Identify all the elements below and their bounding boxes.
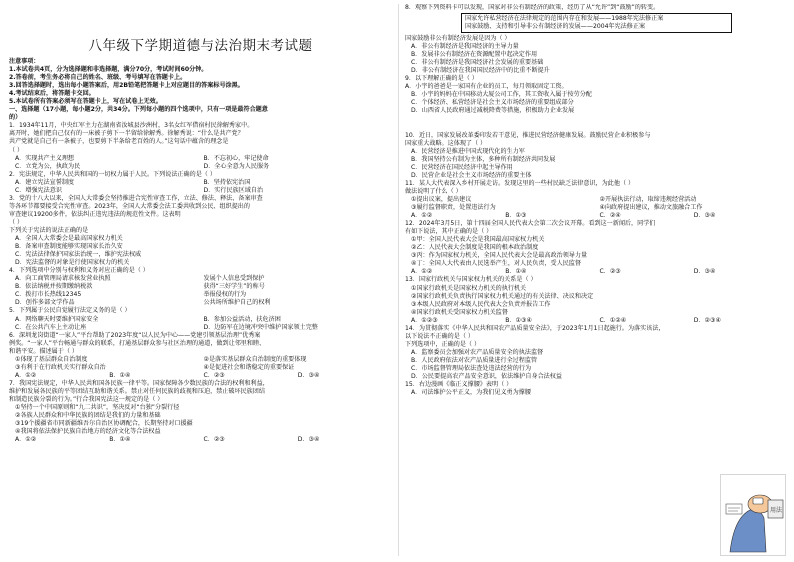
question-text: 下列选项中，正确的是（ ）: [405, 340, 481, 348]
question-text: A．小宇的爸爸是一家国有企业的员工，每月领取固定工资。: [405, 83, 568, 91]
notice-line: 1.本试卷共4页，分为选择题和非选择题，满分70分，考试时间60分钟。: [9, 66, 208, 74]
notice-line: 4.考试结束后，将答题卡交回。: [9, 90, 95, 98]
answer-option: A．司法维护公平正义，为我们见义勇为撑腰: [411, 389, 531, 397]
answer-options: C．立党为公，执政为民 D．全心全意为人民服务: [15, 162, 270, 170]
timeline-entry: 国家允许私营经济在法律规定的范围内存在和发展——1988年宪法修正案: [465, 15, 664, 23]
answer-option: ①国家行政机关是国家权力机关的执行机关: [411, 284, 527, 292]
notice-line: 3.回答选择题时，选出每小题答案后，用2B铅笔把答题卡上对应题目的答案标号涂黑。: [9, 82, 244, 90]
question-text: 10．近日，国家发展改革委印发若干意见，推进民营经济健康发展。鼓励民营企业积极参与: [405, 131, 651, 139]
question-text: （ ）: [9, 146, 24, 154]
answer-option: A．监察委员会加强对农产品质量安全的执法监督: [411, 348, 544, 356]
question-text: 以下说法不正确的是（ ）: [405, 332, 474, 340]
question-text: 6．深圳龙岗街道“一家人”平台帮助了2023年度“以人民为中心——党建引领基层治理”优秀案: [9, 331, 261, 339]
question-text: 国家重大战略。这体现了（ ）: [405, 139, 487, 147]
answer-options: A．建立宪法宣誓制度 B．坚持依宪治国: [15, 178, 251, 186]
question-text: 9．以下理解正确的是（ ）: [405, 75, 478, 83]
answer-option: B．发展非公有制经济在资源配置中起决定作用: [411, 51, 538, 59]
answer-option: B．人民政府依法对农产品质量进行全过程监管: [411, 356, 538, 364]
exam-title: 八年级下学期道德与法治期末考试题: [88, 38, 313, 54]
question-text: 14．为贯彻落实《中华人民共和国农产品质量安全法》，于2023年1月1日起施行。为落实该法，: [405, 324, 665, 332]
answer-option: ③丙：作为国家权力机关，全国人民代表大会是最高政治领导力量: [411, 252, 588, 260]
question-text: 2．宪法规定，中华人民共和国的一切权力属于人民。下列说法正确的是（ ）: [9, 170, 216, 178]
section-heading: 的）: [9, 114, 22, 122]
answer-option: ④丁：全国人大代表由人民选举产生，对人民负责，受人民监督: [411, 260, 581, 268]
question-text: 做法说明了什么（ ）: [405, 187, 462, 195]
answer-option: ④国家行政机关受国家权力机关监督: [411, 308, 508, 316]
answer-options: A．①② B．①④ C．②③ D．③④: [411, 268, 716, 276]
figure-label: 用法: [770, 507, 783, 514]
question-text: 离开时，她们把自己仅有的一床被子剪下一半留给徐解秀。徐解秀说：“什么是共产党？: [9, 130, 244, 138]
answer-options: A．①② B．①③ C．②④ D．③④: [411, 212, 716, 220]
answer-option: ③本级人民政府对本级人民代表大会负责并报告工作: [411, 300, 551, 308]
answer-option: ②乙：人民代表大会制度是我国的根本政治制度: [411, 244, 539, 252]
answer-options: A．①② B．①④ C．②③ D．③④: [15, 371, 320, 379]
question-text: 11．某人大代表深入乡村开展走访。发现这里的一些村民缺乏法律意识，为此他（ ）: [405, 179, 635, 187]
answer-option: D．公民要提高农产品安全意识，依法维护自身合法权益: [411, 373, 562, 381]
question-text: 和谐平安。描述属于（ ）: [9, 347, 78, 355]
answer-option: A．民营经济是推进中国式现代化的生力军: [411, 147, 525, 155]
right-column: [405, 4, 788, 397]
notice-heading: 注意事项：: [9, 58, 40, 65]
answer-option: ④我国将依法保护民族自治地方的经济文化等合法权益: [15, 428, 161, 436]
answer-option: C．宪法法律保护国家法治统一，维护宪法权威: [15, 251, 142, 259]
answer-options: A．①②③ B．①③④ C．①②④ D．②③④: [411, 316, 721, 324]
timeline-entry: 国家鼓励、支持和引导非公有制经济的发展——2004年宪法修正案: [465, 23, 646, 31]
answer-option: D．宪法监督的对象是行使国家权力的机关: [15, 259, 130, 267]
answer-option: ②国家行政机关负责执行国家权力机关通过的有关法律、决议和决定: [411, 292, 594, 300]
question-text: 13．国家行政机关与国家权力机关的关系是（ ）: [405, 276, 537, 284]
question-text: 8．观察下列资料卡可以发现，国家对非公有制经济的政策，经历了从“允许”到“鼓励”的转变。: [405, 4, 660, 11]
answer-option: C．个体经济、私营经济是社会主义市场经济的重要组成部分: [411, 99, 574, 107]
answer-option: C．市场监督管理局依法查处违法经营的行为: [411, 364, 532, 372]
answer-option: D．山西省人民政府通过减税降费等措施，积极助力企业发展: [411, 107, 575, 115]
answer-options: ①提出议案，提出建议 ②开展执法行动，取缔违规经营活动: [411, 195, 697, 203]
question-text: 共产党就是自己有一条被子，也要剪下半条给老百姓的人。”这句话中蕴含的理念是: [9, 138, 229, 146]
answer-options: A．向工商管理局请求核发营业执照 发展个人信息受到保护: [15, 275, 265, 283]
answer-option: A．全国人大常委会是最高国家权力机关: [15, 235, 123, 243]
question-text: 国家鼓励非公有制经济发展是因为（ ）: [405, 35, 511, 43]
answer-options: ③有利于在行政机关实行群众自治 ④是促进社会和谐稳定的重要保证: [15, 363, 295, 371]
answer-options: ③履行监督职责，处置违法行为 ④向政府提出建议，推动文旅融合工作: [411, 204, 703, 212]
answer-options: A．网络聊天时要维护国家安全 B．参加公益活动，扶危济困: [15, 315, 281, 323]
answer-options: A．①② B．①④ C．②③ D．③④: [15, 436, 320, 444]
question-text: 维护和发展各民族的平等团结互助和谐关系。禁止对任何民族的歧视和压迫，禁止破坏民族团结: [9, 387, 265, 395]
answer-option: ③19个援疆省市同新疆维吾尔自治区协调配合，长期坚持对口援疆: [15, 420, 193, 428]
question-text: 3．党的十八大以来，全国人大常委会坚持推进合宪性审查工作，立法、修法、释法、备案审查: [9, 194, 263, 202]
answer-option: ②各族人民群众和中华民族的团结是我们的力量和基础: [15, 412, 161, 420]
notice-line: 5.本试卷所有答案必须写在答题卡上，写在试卷上无效。: [9, 98, 162, 106]
answer-option: D．非公有制经济在我国国民经济中的比重不断提升: [411, 67, 550, 75]
answer-option: D．民营企业是社会主义市场经济的重要主体: [411, 171, 532, 179]
answer-option: ①坚持一个中国原则和“九二共识”，坚决反对“台独”分裂行径: [15, 404, 180, 412]
question-text: 1．1934年11月，中央红军主力在湖南省汝城县沙洲村，3名女红军借宿村民徐解秀家中。: [9, 122, 254, 130]
answer-option: C．非公有制经济是我国经济社会发展的重要基础: [411, 59, 544, 67]
answer-option: B．小宇的妈妈在中国移动大厦公司工作，其工资收入属于按劳分配: [411, 91, 592, 99]
column-divider: [398, 4, 399, 556]
answer-options: A．实现共产主义理想 B．不忘初心，牢记使命: [15, 154, 269, 162]
question-text: 和制造民族分裂的行为。”行合我国宪法这一规定的是（ ）: [9, 395, 164, 403]
question-text: 4．下列选项中分别与权利和义务对应正确的是（ ）: [9, 267, 149, 275]
answer-option: [405, 124, 788, 132]
question-text: 12．2024年3月5日，第十四届全国人民代表大会第二次会议开幕。看到这一新闻后，同学们: [405, 220, 656, 228]
question-text: 15．右边漫画《临正义撑腰》表明（ ）: [405, 381, 513, 389]
answer-option: B．备案审查制度能够实现国家长治久安: [15, 243, 123, 251]
answer-options: C．增强宪法意识 D．实行民族区域自治: [15, 186, 264, 194]
question-text: 有如下说法，其中正确的是（ ）: [405, 228, 493, 236]
answer-option: [405, 116, 788, 124]
answer-options: D．创作多部文学作品 公共场所维护自己的权利: [15, 299, 271, 307]
answer-options: C．在公共汽车上主动让座 D．边防军在边境冲突中维护国家领土完整: [15, 323, 318, 331]
left-column: [9, 4, 392, 444]
answer-option: A．非公有制经济是我国经济的主导力量: [411, 43, 519, 51]
answer-options: ①体现了基层群众自治制度 ②是落实基层群众自治制度的重要体现: [15, 355, 307, 363]
answer-options: B．依法纳税并按期缴纳税款 获得“三好学生”的称号: [15, 283, 265, 291]
question-text: 例奖。“一家人”平台畅通与群众的联系，打通基层群众参与社区治理的通道，做到让邻里和睦、: [9, 339, 266, 347]
question-text: 审查建议19200多件，依法纠正违宪违法的规范性文件。这表明: [9, 210, 181, 218]
answer-option: ①甲：全国人民代表大会是我国最高国家权力机关: [411, 236, 545, 244]
section-heading: 一、选择题（17小题，每小题2分，共34分。下列每小题的四个选项中，只有一项是最符合题意: [9, 106, 268, 114]
question-text: 下列关于宪法的说法正确的是: [9, 226, 89, 234]
question-text: 等各环节都要接受合宪性审查。2023年，全国人大常委会法工委共收到公民、组织提出的: [9, 202, 250, 210]
answer-option: B．我国坚持公有制为主体，多种所有制经济共同发展: [411, 155, 556, 163]
timeline-box: [461, 13, 732, 33]
question-text: 5．下列属于公民自觉履行法定义务的是（ ）: [9, 307, 131, 315]
notice-line: 2.答卷前，考生务必将自己的姓名、班级、考号填写在答题卡上。: [9, 74, 187, 82]
question-text: 7．我国宪法规定，中华人民共和国各民族一律平等。国家保障各少数民族的合法的权利和利益，: [9, 379, 269, 387]
answer-options: C．拨打市长热线12345 举报侵权的行为: [15, 291, 247, 299]
timeline-box-wrap: [405, 13, 788, 33]
question-text: （ ）: [9, 218, 24, 226]
answer-option: C．民营经济在国民经济中起主导作用: [411, 163, 513, 171]
cartoon-figure: [720, 474, 786, 556]
